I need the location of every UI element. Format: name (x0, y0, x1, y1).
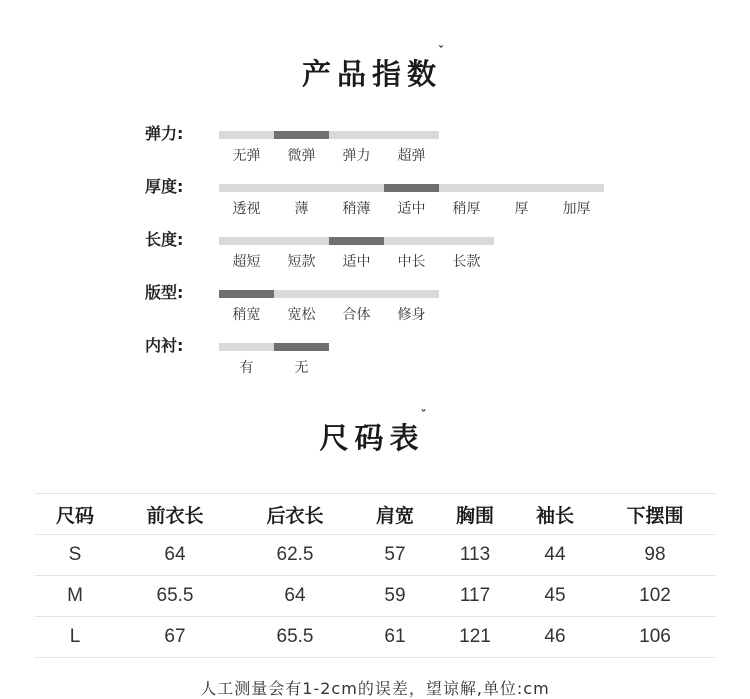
table-cell: M (35, 576, 115, 617)
bar-segment-selected (384, 184, 439, 192)
product-index-title-text: 产品指数 (301, 57, 442, 91)
option-label: 微弹 (287, 148, 316, 164)
option-label: 无弹 (232, 148, 261, 164)
option-label: 修身 (397, 307, 426, 323)
option-label: 弹力 (342, 148, 371, 164)
option-label: 适中 (397, 201, 426, 217)
table-cell: 98 (595, 535, 715, 576)
bar-segment (329, 131, 384, 139)
table-cell: 64 (235, 576, 355, 617)
option-label: 薄 (294, 201, 309, 217)
option-label: 超短 (232, 254, 261, 270)
option-label: 合体 (342, 307, 371, 323)
table-cell: 62.5 (235, 535, 355, 576)
table-row (35, 576, 715, 617)
attr-label: 弹力: (145, 124, 184, 143)
table-cell: 44 (515, 535, 595, 576)
bar-segment (439, 184, 494, 192)
size-table (35, 493, 715, 658)
title-tick-mark: ˇ (438, 44, 444, 58)
table-row (35, 535, 715, 576)
attr-row-fit (0, 283, 750, 330)
bar-segment (329, 290, 384, 298)
bar-segment (384, 290, 439, 298)
table-cell: 45 (515, 576, 595, 617)
attr-label: 版型: (145, 283, 184, 302)
bar-segment (329, 184, 384, 192)
table-cell: 59 (355, 576, 435, 617)
bar-segment-selected (219, 290, 274, 298)
option-label: 透视 (232, 201, 261, 217)
bar-segment (439, 237, 494, 245)
header-chest: 胸围 (435, 494, 515, 535)
table-row (35, 617, 715, 658)
option-label: 超弹 (397, 148, 426, 164)
bar-segment (494, 184, 549, 192)
title-tick-mark: ˇ (420, 408, 427, 422)
attr-label: 长度: (145, 230, 184, 249)
table-cell: 117 (435, 576, 515, 617)
bar-segment-selected (274, 131, 329, 139)
header-back-length: 后衣长 (235, 494, 355, 535)
bar-segment (274, 290, 329, 298)
option-label: 中长 (397, 254, 426, 270)
table-cell: L (35, 617, 115, 658)
table-cell: 113 (435, 535, 515, 576)
table-cell: 64 (115, 535, 235, 576)
bar-segment (219, 237, 274, 245)
attr-row-lining (0, 336, 750, 383)
attr-row-thickness (0, 177, 750, 224)
size-chart-title-text: 尺码表 (319, 421, 425, 455)
option-label: 加厚 (562, 201, 591, 217)
option-label: 无 (294, 360, 309, 376)
bar-segment (384, 237, 439, 245)
option-label: 长款 (452, 254, 481, 270)
attr-label: 厚度: (145, 177, 184, 196)
table-cell: 121 (435, 617, 515, 658)
attr-row-length (0, 230, 750, 277)
attr-label: 内衬: (145, 336, 184, 355)
option-label: 宽松 (287, 307, 316, 323)
option-label: 短款 (287, 254, 316, 270)
bar-segment (219, 343, 274, 351)
bar-segment (384, 131, 439, 139)
table-cell: 67 (115, 617, 235, 658)
option-label: 有 (239, 360, 254, 376)
bar-segment (219, 184, 274, 192)
table-cell: 102 (595, 576, 715, 617)
header-size: 尺码 (35, 494, 115, 535)
bar-segment-selected (274, 343, 329, 351)
size-table-header-row (35, 494, 715, 535)
header-shoulder: 肩宽 (355, 494, 435, 535)
table-cell: 46 (515, 617, 595, 658)
bar-segment (274, 184, 329, 192)
header-sleeve: 袖长 (515, 494, 595, 535)
header-hem: 下摆围 (595, 494, 715, 535)
table-cell: 65.5 (115, 576, 235, 617)
attr-row-elasticity (0, 124, 750, 171)
option-label: 适中 (342, 254, 371, 270)
option-label: 稍厚 (452, 201, 481, 217)
bar-segment-selected (329, 237, 384, 245)
header-front-length: 前衣长 (115, 494, 235, 535)
measurement-note: 人工测量会有1-2cm的误差，望谅解,单位:cm (200, 679, 550, 698)
option-label: 稍宽 (232, 307, 261, 323)
bar-segment (219, 131, 274, 139)
bar-segment (549, 184, 604, 192)
product-index-title (0, 44, 750, 93)
table-cell: 65.5 (235, 617, 355, 658)
table-cell: S (35, 535, 115, 576)
size-chart-title (0, 408, 750, 457)
table-cell: 57 (355, 535, 435, 576)
bar-segment (274, 237, 329, 245)
option-label: 厚 (514, 201, 529, 217)
table-cell: 61 (355, 617, 435, 658)
table-cell: 106 (595, 617, 715, 658)
option-label: 稍薄 (342, 201, 371, 217)
